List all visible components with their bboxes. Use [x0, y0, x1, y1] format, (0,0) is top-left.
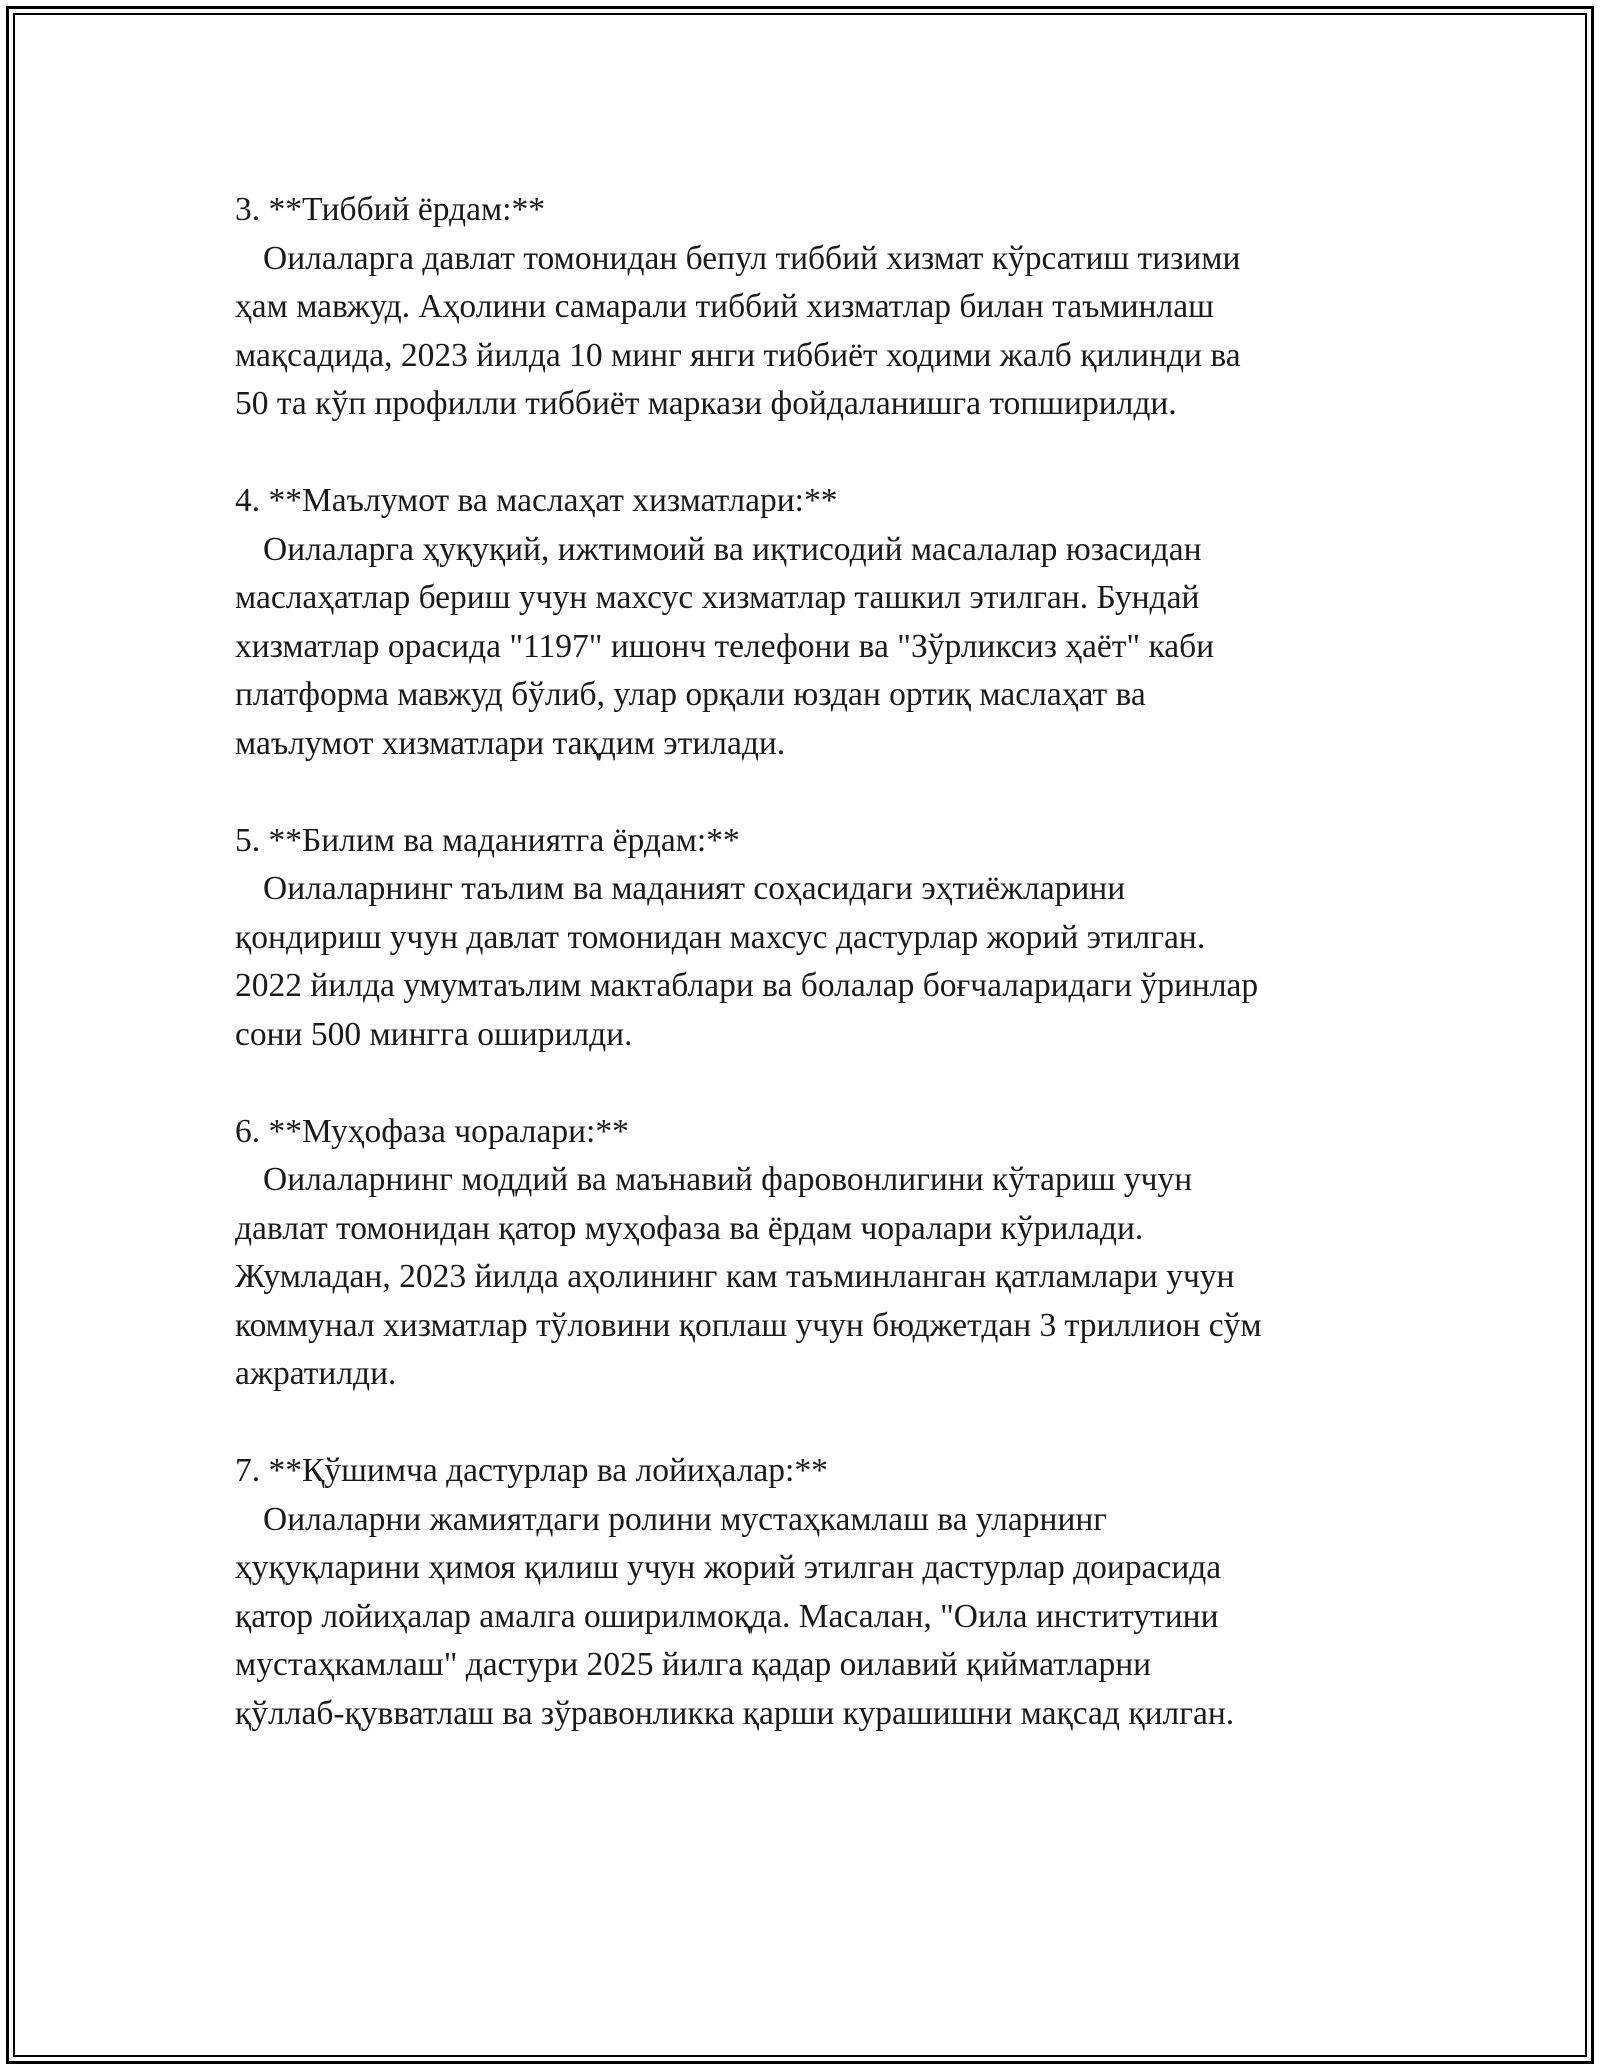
paragraph-line: Оилаларга ҳуқуқий, ижтимоий ва иқтисодий масалалар юзасидан: [263, 530, 1202, 568]
paragraph-line: Жумладан, 2023 йилда аҳолининг кам таъминланган қатламлари учун: [235, 1258, 1235, 1295]
paragraph-line: платформа мавжуд бўлиб, улар орқали юздан ортиқ маслаҳат ва: [235, 676, 1146, 713]
section-heading: 6. **Муҳофаза чоралари:**: [235, 1112, 629, 1150]
paragraph-line: Оилаларнинг таълим ва маданият соҳасидаги эҳтиёжларини: [263, 870, 1126, 907]
section-education-culture: [235, 817, 1395, 1060]
section-information-services: [235, 477, 1395, 768]
paragraph-line: ажратилди.: [235, 1355, 397, 1392]
paragraph-line: Оилаларга давлат томонидан бепул тиббий хизмат кўрсатиш тизими: [263, 239, 1241, 277]
section-heading: 5. **Билим ва маданиятга ёрдам:**: [235, 821, 740, 859]
paragraph-line: сони 500 мингга оширилди.: [235, 1015, 633, 1053]
section-protection-measures: [235, 1108, 1395, 1399]
paragraph-line: хизматлар орасида "1197" ишонч телефони ва "Зўрликсиз ҳаёт" каби: [235, 627, 1215, 665]
section-additional-programs: [235, 1447, 1395, 1738]
section-heading: 7. **Қўшимча дастурлар ва лойиҳалар:**: [235, 1452, 828, 1489]
paragraph-line: давлат томонидан қатор муҳофаза ва ёрдам чоралари кўрилади.: [235, 1209, 1144, 1247]
paragraph-line: қатор лойиҳалар амалга оширилмоқда. Масалан, "Оила институтини: [235, 1597, 1219, 1635]
paragraph-line: мақсадида, 2023 йилда 10 минг янги тиббиёт ходими жалб қилинди ва: [235, 336, 1241, 374]
paragraph-line: 2022 йилда умумтаълим мактаблари ва болалар боғчаларидаги ўринлар: [235, 967, 1259, 1004]
section-heading: 4. **Маълумот ва маслаҳат хизматлари:**: [235, 482, 838, 519]
paragraph-line: ҳам мавжуд. Аҳолини самарали тиббий хизматлар билан таъминлаш: [235, 288, 1214, 325]
paragraph-line: коммунал хизматлар тўловини қоплаш учун бюджетдан 3 триллион сўм: [235, 1306, 1262, 1344]
section-medical-aid: [235, 186, 1395, 429]
paragraph-line: маслаҳатлар бериш учун махсус хизматлар ташкил этилган. Бундай: [235, 579, 1200, 616]
paragraph-line: ҳуқуқларини ҳимоя қилиш учун жорий этилган дастурлар доирасида: [235, 1549, 1222, 1586]
paragraph-line: Оилаларни жамиятдаги ролини мустаҳкамлаш ва уларнинг: [263, 1500, 1108, 1538]
document-body: [235, 186, 1395, 1787]
paragraph-line: мустаҳкамлаш" дастури 2025 йилга қадар оилавий қийматларни: [235, 1646, 1152, 1683]
paragraph-line: 50 та кўп профилли тиббиёт маркази фойдаланишга топширилди.: [235, 385, 1177, 422]
paragraph-line: қўллаб-қувватлаш ва зўравонликка қарши курашишни мақсад қилган.: [235, 1694, 1235, 1732]
paragraph-line: маълумот хизматлари тақдим этилади.: [235, 724, 786, 762]
paragraph-line: Оилаларнинг моддий ва маънавий фаровонлигини кўтариш учун: [263, 1161, 1193, 1198]
section-heading: 3. **Тиббий ёрдам:**: [235, 191, 545, 228]
paragraph-line: қондириш учун давлат томонидан махсус дастурлар жорий этилган.: [235, 918, 1206, 956]
